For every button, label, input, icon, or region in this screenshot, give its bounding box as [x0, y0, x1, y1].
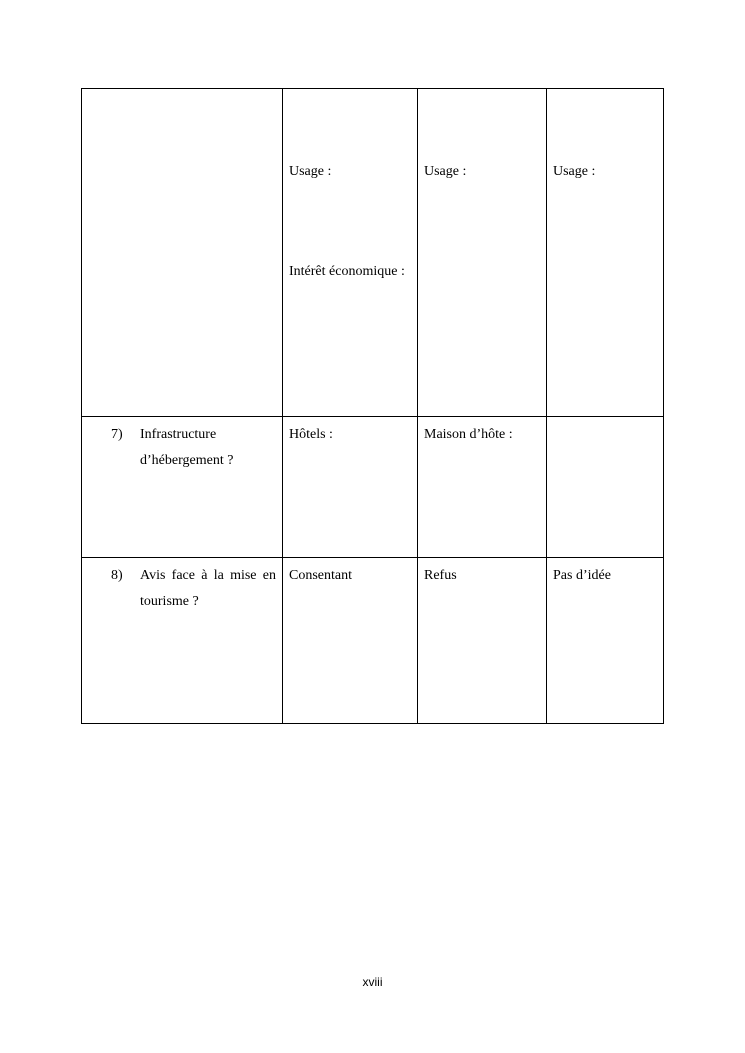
question-cell [82, 558, 283, 724]
question-number: 7) [111, 427, 123, 442]
table-cell [283, 89, 418, 417]
option-text: Consentant [289, 568, 352, 583]
option-cell [547, 417, 664, 558]
table-row [82, 89, 664, 417]
option-text: Maison d’hôte : [424, 427, 513, 442]
option-text: Hôtels : [289, 427, 333, 442]
option-cell [283, 417, 418, 558]
table-cell [418, 89, 547, 417]
usage-label: Usage : [424, 164, 467, 179]
option-cell [418, 558, 547, 724]
question-text: Infrastructure d’hébergement ? [140, 427, 234, 468]
table-cell [547, 89, 664, 417]
option-cell [418, 417, 547, 558]
option-text: Refus [424, 568, 457, 583]
table-row [82, 558, 664, 724]
option-cell [283, 558, 418, 724]
usage-label: Usage : [553, 164, 596, 179]
option-cell [547, 558, 664, 724]
survey-table [81, 88, 664, 724]
usage-label: Usage : [289, 164, 332, 179]
question-text: Avis face à la mise en tourisme ? [140, 568, 276, 609]
table-cell-empty [82, 89, 283, 417]
interet-economique-label: Intérêt économique : [289, 264, 405, 279]
page-number: xviii [362, 975, 383, 989]
question-cell [82, 417, 283, 558]
table-row [82, 417, 664, 558]
option-text: Pas d’idée [553, 568, 611, 583]
question-number: 8) [111, 568, 123, 583]
